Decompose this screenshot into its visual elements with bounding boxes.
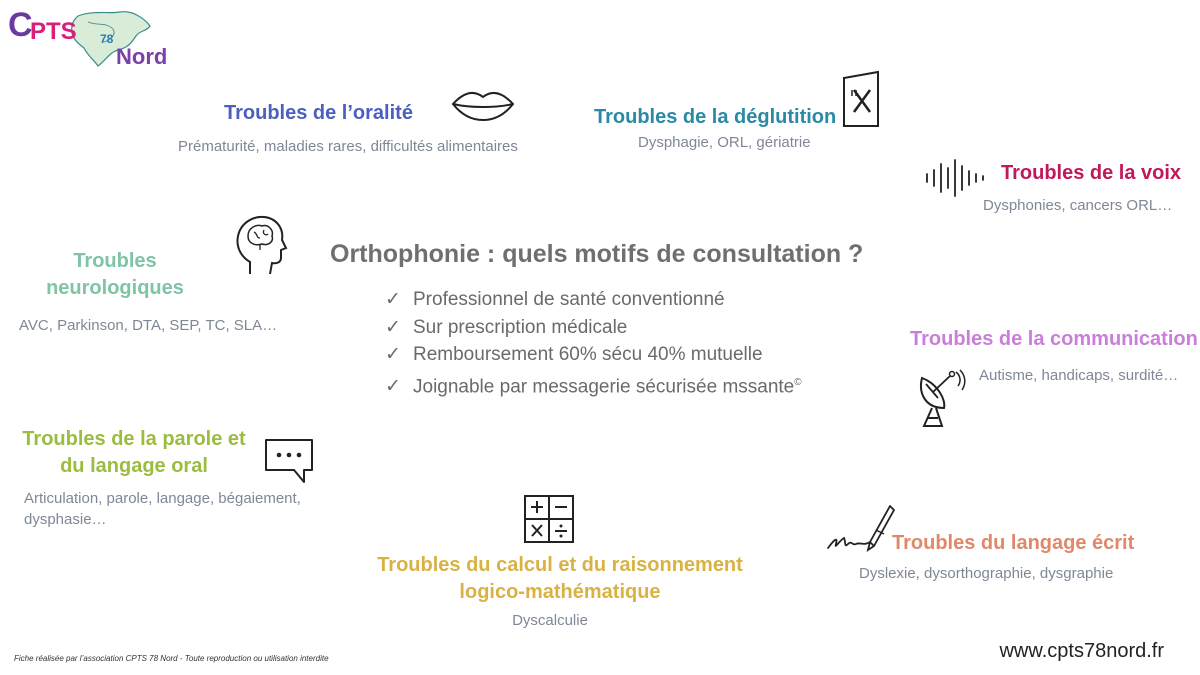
- list-item: [385, 286, 802, 314]
- ecrit-title: Troubles du langage écrit: [892, 532, 1135, 554]
- benefits-list: [385, 286, 802, 400]
- logo-letters-pts: PTS: [30, 18, 77, 45]
- bullet-text: Sur prescription médicale: [413, 316, 628, 338]
- parole-subtitle: [24, 488, 301, 530]
- menu-fork-knife-icon: [840, 70, 884, 128]
- logo-number: 78: [100, 32, 114, 46]
- parole-title-line2: du langage oral: [60, 455, 208, 477]
- logo-letter-c: C: [8, 6, 33, 44]
- deglutition-title: Troubles de la déglutition: [594, 106, 837, 128]
- brain-head-icon: [234, 214, 288, 276]
- lips-icon: [450, 88, 516, 122]
- check-icon: ✓: [385, 289, 401, 310]
- neuro-subtitle: AVC, Parkinson, DTA, SEP, TC, SLA…: [19, 317, 278, 334]
- cpts-logo: [8, 4, 168, 72]
- list-item: [385, 369, 802, 401]
- satellite-dish-icon: [916, 370, 964, 428]
- neuro-title-line1: Troubles: [73, 250, 157, 272]
- voix-title: Troubles de la voix: [1001, 162, 1182, 184]
- bullet-text: Professionnel de santé conventionné: [413, 289, 725, 310]
- list-item: [385, 314, 802, 342]
- bullet-text: Remboursement 60% sécu 40% mutuelle: [413, 344, 763, 365]
- calcul-title-line1: Troubles du calcul et du raisonnement: [377, 554, 743, 576]
- voix-subtitle: Dysphonies, cancers ORL…: [983, 197, 1173, 214]
- parole-subtitle-line2: dysphasie…: [24, 511, 107, 528]
- calcul-title: [360, 552, 760, 606]
- parole-subtitle-line1: Articulation, parole, langage, bégaiement,: [24, 490, 301, 507]
- communication-subtitle: Autisme, handicaps, surdité…: [979, 367, 1179, 384]
- neuro-title-line2: neurologiques: [46, 277, 184, 299]
- communication-title: Troubles de la communication: [910, 328, 1198, 350]
- check-icon: ✓: [385, 344, 401, 365]
- bullet-text: Joignable par messagerie sécurisée mssante: [413, 375, 795, 397]
- calcul-subtitle: Dyscalculie: [512, 612, 588, 629]
- ecrit-subtitle: Dyslexie, dysorthographie, dysgraphie: [859, 565, 1114, 582]
- pen-signature-icon: [826, 500, 896, 556]
- speech-bubble-icon: [264, 438, 314, 484]
- list-item: [385, 341, 802, 369]
- sound-wave-icon: [924, 158, 988, 198]
- logo-nord: Nord: [116, 44, 168, 69]
- check-icon: ✓: [385, 316, 401, 338]
- website-link[interactable]: www.cpts78nord.fr: [999, 640, 1164, 662]
- main-title: Orthophonie : quels motifs de consultation ?: [330, 240, 864, 268]
- calculator-icon: [523, 494, 575, 544]
- deglutition-subtitle: Dysphagie, ORL, gériatrie: [638, 134, 811, 151]
- parole-title-line1: Troubles de la parole et: [22, 428, 246, 450]
- footer-note: Fiche réalisée par l’association CPTS 78 Nord - Toute reproduction ou utilisation interdite: [14, 654, 329, 663]
- oralite-title: Troubles de l’oralité: [224, 102, 413, 124]
- calcul-title-line2: logico-mathématique: [459, 581, 661, 603]
- neuro-title: [30, 248, 200, 302]
- check-icon: ✓: [385, 375, 401, 397]
- oralite-subtitle: Prématurité, maladies rares, difficultés alimentaires: [178, 138, 518, 155]
- copyright-mark: ©: [794, 376, 802, 388]
- parole-title: [14, 426, 254, 480]
